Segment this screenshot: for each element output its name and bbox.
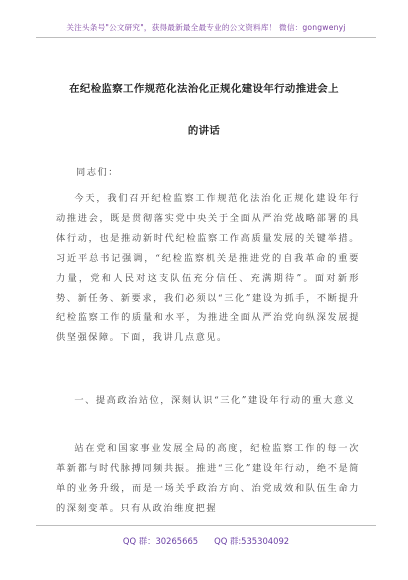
document-title-continued: 的讲话 — [187, 125, 221, 137]
header-divider — [36, 37, 376, 38]
body-paragraph: 今天，我们召开纪检监察工作规范化法治化正规化建设年行动推进会，既是贯彻落实党中央关于全面从严治党战略部署的具体行动，也是推动新时代纪检监察工作高质量发展的关键举措。习近平总书记强调，“纪检监察机关是推进党的自我革命的重要力量，党和人民对这支队伍充分信任、充满期待”。面对新形势、新任务、新要求，我们必须以“三化”建设为抓手，不断提升纪检监察工作的质量和水平，为推进全面从严治党向纵深发展提供坚强保障。下面，我讲几点意见。 — [56, 193, 360, 344]
header-banner: 关注头条号"公文研究"，获得最新最全最专业的公文资料库！ 微信：gongwenyj — [66, 23, 346, 32]
footer-qq-group-2: QQ 群:535304092 — [214, 536, 290, 546]
footer-divider — [36, 525, 376, 526]
footer-qq-group-1: QQ 群：30265665 — [122, 536, 199, 546]
salutation: 同志们： — [76, 167, 119, 178]
footer-contact — [36, 535, 376, 547]
document-title: 在纪检监察工作规范化法治化正规化建设年行动推进会上 — [69, 83, 339, 95]
body-paragraph: 站在党和国家事业发展全局的高度，纪检监察工作的每一次革新都与时代脉搏同频共振。推进“三化”建设年行动，绝不是简单的业务升级，而是一场关乎政治方向、治党成效和队伍生命力的深刻变革。只有从政治维度把握 — [56, 443, 360, 514]
section-heading: 一、提高政治站位，深刻认识“三化”建设年行动的重大意义 — [74, 395, 356, 406]
